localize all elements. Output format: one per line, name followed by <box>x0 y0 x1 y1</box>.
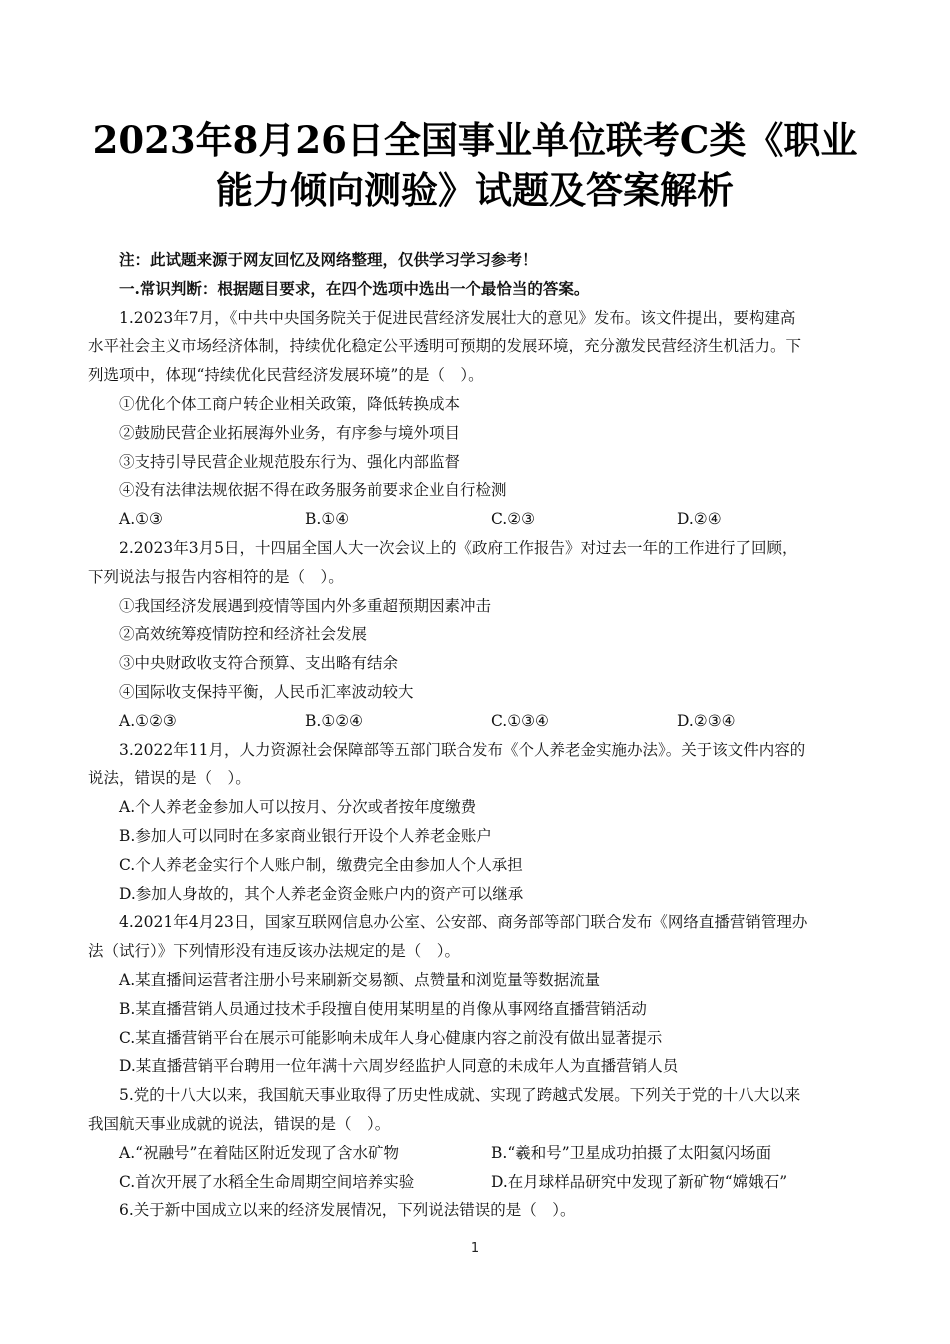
section-heading: 一.常识判断：根据题目要求，在四个选项中选出一个最恰当的答案。 <box>119 278 590 298</box>
option-b: B.①②④ <box>305 711 364 730</box>
question-stem: 列选项中，体现“持续优化民营经济发展环境”的是（ ）。 <box>88 366 484 385</box>
note: 注：此试题来源于网友回忆及网络整理，仅供学习学习参考！ <box>119 250 538 269</box>
title-line-1: 2023年8月26日全国事业单位联考C类《职业 <box>92 118 858 162</box>
option-b: B.“羲和号”卫星成功拍摄了太阳氦闪场面 <box>491 1143 772 1162</box>
question-stem: 1.2023年7月，《中共中央国务院关于促进民营经济发展壮大的意见》发布。该文件提出，要构建高 <box>119 308 796 327</box>
option-a: A.某直播间运营者注册小号来刷新交易额、点赞量和浏览量等数据流量 <box>119 970 601 989</box>
question-stem: 水平社会主义市场经济体制，持续优化稳定公平透明可预期的发展环境，充分激发民营经济生机活力。下 <box>88 337 802 356</box>
question-stem: 法（试行）》下列情形没有违反该办法规定的是（ ）。 <box>88 942 461 961</box>
option-d: D.参加人身故的，其个人养老金资金账户内的资产可以继承 <box>119 884 524 903</box>
option-b: B.①④ <box>305 510 350 529</box>
option-a: A.“祝融号”在着陆区附近发现了含水矿物 <box>119 1143 399 1162</box>
option-d: D.②③④ <box>677 711 736 730</box>
option-c: C.个人养老金实行个人账户制，缴费完全由参加人个人承担 <box>119 855 523 874</box>
option-c: C.②③ <box>491 510 536 529</box>
question-stem: 我国航天事业成就的说法，错误的是（ ）。 <box>88 1114 391 1133</box>
title-line-2: 能力倾向测验》试题及答案解析 <box>216 168 734 212</box>
option-a: A.①②③ <box>119 711 177 730</box>
option-b: B.某直播营销人员通过技术手段擅自使用某明星的肖像从事网络直播营销活动 <box>119 999 647 1018</box>
question-stem: 5.党的十八大以来，我国航天事业取得了历史性成就、实现了跨越式发展。下列关于党的十八大以来 <box>119 1086 801 1105</box>
statement-item: ①我国经济发展遇到疫情等国内外多重超预期因素冲击 <box>119 596 492 615</box>
statement-item: ①优化个体工商户转企业相关政策，降低转换成本 <box>119 394 461 413</box>
option-row <box>88 1139 863 1168</box>
statement-item: ③中央财政收支符合预算、支出略有结余 <box>119 654 399 673</box>
option-d: D.在月球样品研究中发现了新矿物“嫦娥石” <box>491 1172 788 1191</box>
question-stem: 2.2023年3月5日，十四届全国人大一次会议上的《政府工作报告》对过去一年的工作进行了回顾， <box>119 538 798 557</box>
option-d: D.②④ <box>677 510 722 529</box>
option-row <box>88 505 863 534</box>
option-row <box>88 1168 863 1197</box>
statement-item: ③支持引导民营企业规范股东行为、强化内部监督 <box>119 452 461 471</box>
page-number: 1 <box>470 1241 480 1256</box>
statement-item: ②高效统筹疫情防控和经济社会发展 <box>119 625 368 644</box>
question-stem: 下列说法与报告内容相符的是（ ）。 <box>88 567 344 586</box>
option-a: A.①③ <box>119 510 163 529</box>
option-row <box>88 707 863 736</box>
option-c: C.首次开展了水稻全生命周期空间培养实验 <box>119 1172 415 1191</box>
document-body <box>88 246 863 1225</box>
option-a: A.个人养老金参加人可以按月、分次或者按年度缴费 <box>119 798 477 817</box>
statement-item: ④国际收支保持平衡，人民币汇率波动较大 <box>119 682 414 701</box>
statement-item: ④没有法律法规依据不得在政务服务前要求企业自行检测 <box>119 481 507 500</box>
option-d: D.某直播营销平台聘用一位年满十六周岁经监护人同意的未成年人为直播营销人员 <box>119 1057 679 1076</box>
option-c: C.某直播营销平台在展示可能影响未成年人身心健康内容之前没有做出显著提示 <box>119 1028 663 1047</box>
question-stem: 4.2021年4月23日，国家互联网信息办公室、公安部、商务部等部门联合发布《网络直播营销管理办 <box>119 913 808 932</box>
option-b: B.参加人可以同时在多家商业银行开设个人养老金账户 <box>119 826 492 845</box>
question-stem: 6.关于新中国成立以来的经济发展情况，下列说法错误的是（ ）。 <box>119 1201 576 1220</box>
question-stem: 说法，错误的是（ ）。 <box>88 769 251 788</box>
option-c: C.①③④ <box>491 711 549 730</box>
question-stem: 3.2022年11月，人力资源社会保障部等五部门联合发布《个人养老金实施办法》。关于该文件内容的 <box>119 740 806 759</box>
statement-item: ②鼓励民营企业拓展海外业务，有序参与境外项目 <box>119 423 461 442</box>
